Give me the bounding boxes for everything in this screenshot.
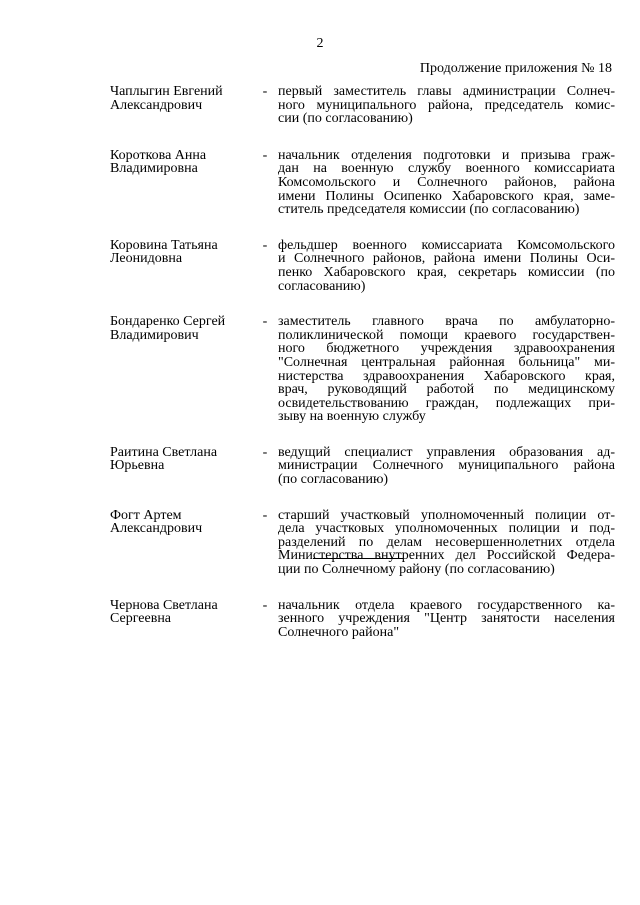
member-name-line: Коровина Татьяна (110, 237, 218, 253)
member-role (278, 599, 615, 640)
member-name (110, 509, 255, 536)
member-role (278, 149, 615, 217)
end-separator-line (313, 558, 403, 559)
member-name-line: Раитина Светлана (110, 444, 218, 460)
member-role-line: фельдшер военного комиссариата Комсомольского (278, 237, 615, 253)
member-role-line: ции по Солнечному району (по согласованию) (278, 562, 555, 578)
member-name-line: Юрьевна (110, 458, 165, 474)
member-role-line: пенко Хабаровского края, секретарь комиссии (по (278, 264, 615, 280)
member-role-line: поликлинической помощи краевого государствен- (278, 327, 615, 343)
member-name-line: Александрович (110, 97, 203, 113)
member-role-line: ведущий специалист управления образования ад- (278, 444, 615, 460)
member-role-line: начальник отдела краевого государственного ка- (278, 597, 615, 613)
member-entry (110, 239, 615, 293)
member-name-line: Сергеевна (110, 611, 172, 627)
member-name-line: Владимировна (110, 161, 198, 177)
member-role-line: нистерства здравоохранения Хабаровского края, (278, 368, 615, 384)
member-role-line: старший участковый уполномоченный полиции от- (278, 507, 615, 523)
member-role (278, 509, 615, 577)
member-role-line: сии (по согласованию) (278, 111, 413, 127)
member-name (110, 149, 255, 176)
member-role-line: заместитель главного врача по амбулаторно- (278, 314, 615, 330)
member-role-line: министрации Солнечного муниципального района (278, 458, 615, 474)
member-role-line: Комсомольского и Солнечного районов, района (278, 174, 615, 190)
member-role-line: ного муниципального района, председатель комис- (278, 97, 615, 113)
dash-separator: - (262, 507, 268, 523)
member-role-line: ститель председателя комиссии (по согласованию) (278, 202, 580, 218)
member-name-line: Александрович (110, 521, 203, 537)
member-role (278, 239, 615, 293)
member-name-line: Владимирович (110, 327, 199, 343)
dash-separator: - (262, 444, 268, 460)
member-name-line: Короткова Анна (110, 147, 207, 163)
dash-separator: - (262, 597, 268, 613)
member-role-line: дела участковых уполномоченных полиции и под- (278, 521, 615, 537)
member-entry (110, 446, 615, 487)
member-entry (110, 509, 615, 577)
member-name-line: Чаплыгин Евгений (110, 84, 223, 99)
member-role-line: врач, руководящий работой по медицинскому (278, 382, 615, 398)
member-role-line: Солнечного района" (278, 624, 400, 640)
dash-separator: - (262, 314, 268, 330)
member-role (278, 85, 615, 126)
member-role (278, 446, 615, 487)
member-name-line: Леонидовна (110, 251, 183, 267)
member-entry (110, 149, 615, 217)
member-role-line: Министерства внутренних дел Российской Федера- (278, 548, 615, 564)
member-role-line: ного бюджетного учреждения здравоохранения (278, 341, 615, 357)
member-name-line: Фогт Артем (110, 507, 182, 523)
member-name (110, 446, 255, 473)
member-role-line: согласованию) (278, 278, 366, 294)
member-role-line: дан на военную службу военного комиссариата (278, 161, 615, 177)
member-entry (110, 599, 615, 640)
commission-members-list (110, 85, 615, 639)
member-entry (110, 85, 615, 126)
dash-separator: - (262, 84, 268, 99)
member-role-line: первый заместитель главы администрации Солнеч- (278, 84, 615, 99)
appendix-continuation-note: Продолжение приложения № 18 (419, 61, 612, 76)
member-role (278, 315, 615, 424)
member-name (110, 85, 255, 112)
member-role-line: и Солнечного районов, района имени Полины Оси- (278, 251, 615, 267)
member-role-line: начальник отделения подготовки и призыва граж- (278, 147, 615, 163)
member-name (110, 239, 255, 266)
member-role-line: (по согласованию) (278, 472, 389, 488)
member-role-line: освидетельствованию граждан, подлежащих при- (278, 395, 615, 411)
page-number: 2 (316, 36, 324, 51)
member-role-line: зыву на военную службу (278, 409, 426, 425)
dash-separator: - (262, 237, 268, 253)
member-role-line: разделений по делам несовершеннолетних отдела (278, 534, 615, 550)
member-role-line: "Солнечная центральная районная больница" ми- (278, 354, 615, 370)
member-name (110, 599, 255, 626)
member-role-line: имени Полины Осипенко Хабаровского края, заме- (278, 188, 615, 204)
member-name (110, 315, 255, 342)
member-name-line: Бондаренко Сергей (110, 314, 226, 330)
member-entry (110, 315, 615, 424)
member-role-line: зенного учреждения "Центр занятости населения (278, 611, 615, 627)
dash-separator: - (262, 147, 268, 163)
member-name-line: Чернова Светлана (110, 597, 218, 613)
